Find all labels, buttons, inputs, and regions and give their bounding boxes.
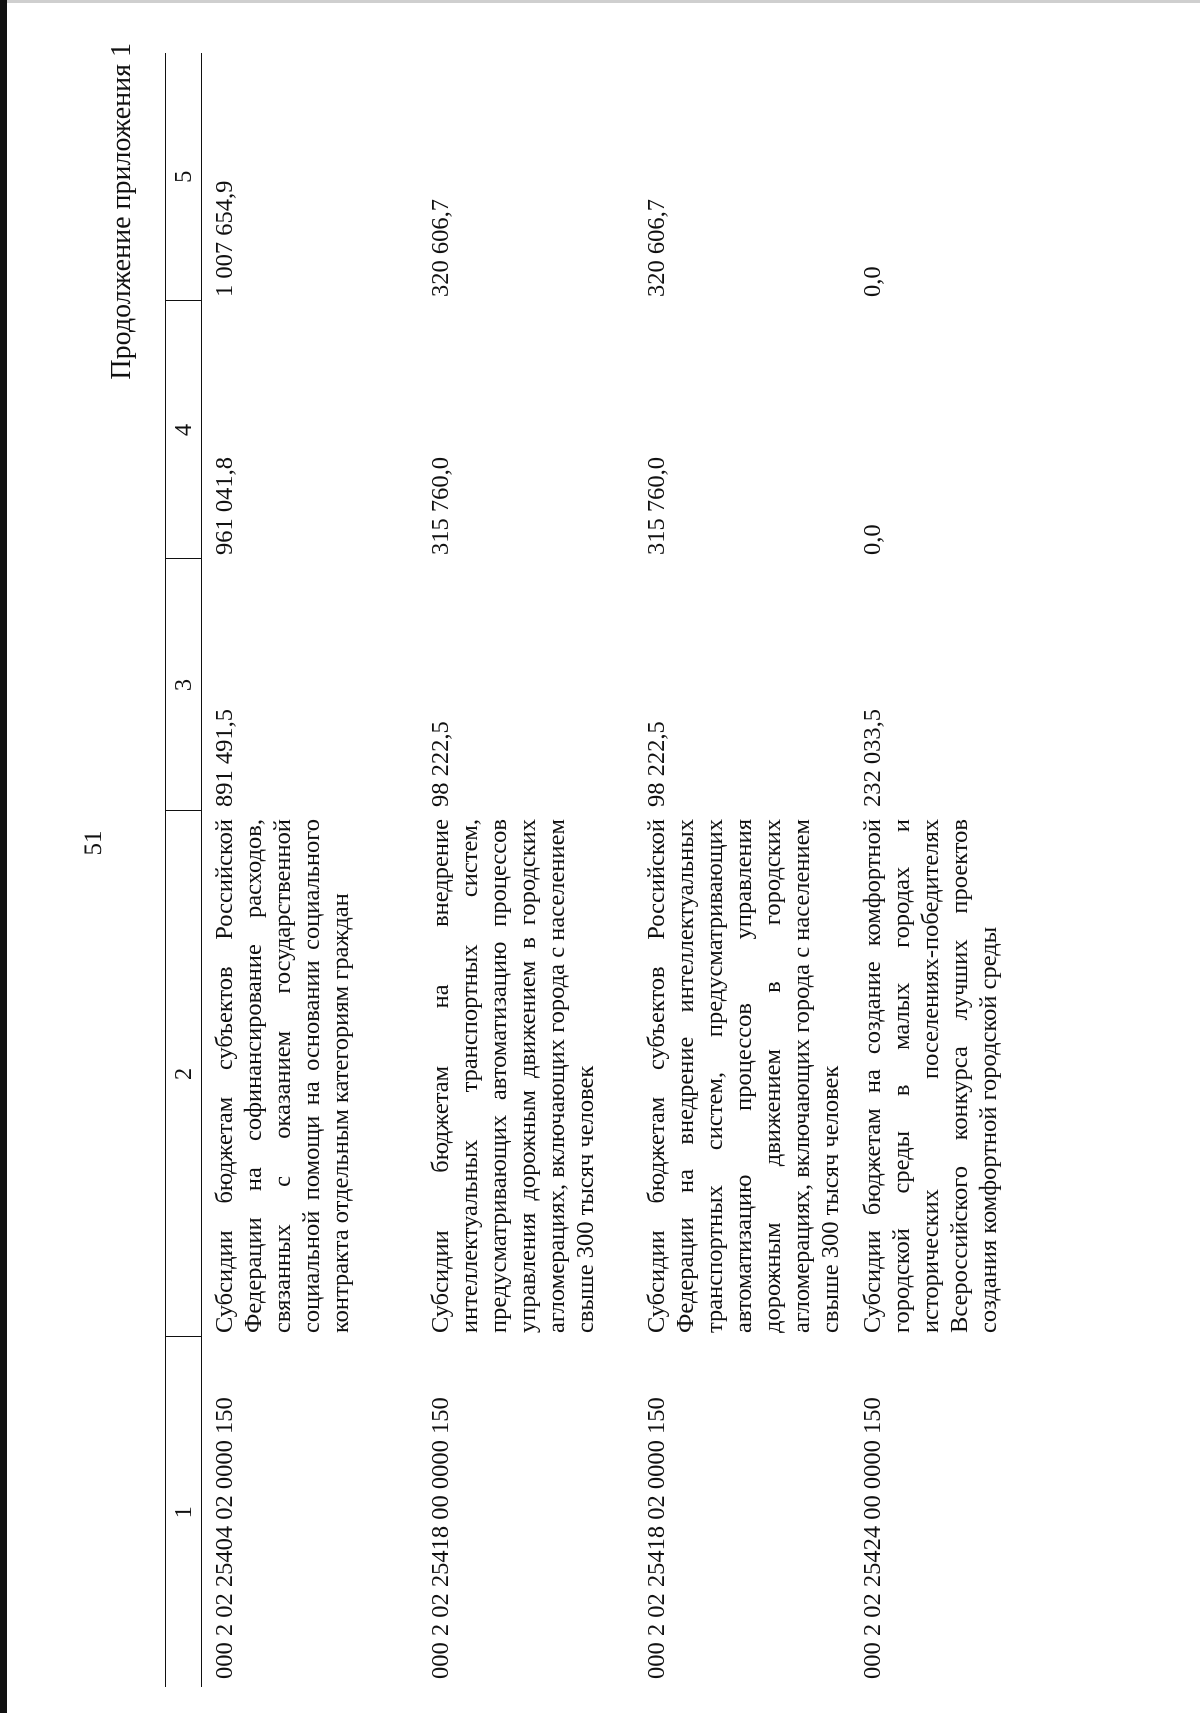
column-number-row (166, 53, 202, 1687)
amount-col5: 1 007 654,9 (211, 180, 238, 297)
amount-col3: 891 491,5 (211, 709, 238, 807)
table-row (420, 53, 636, 1687)
subsidy-description: Субсидии бюджетам на создание комфортной городской среды в малых городах и исторических поселениях-победителях Всероссийского конкурса лучших проектов создания комфортной городской среды (859, 819, 1002, 1333)
budget-code: 000 2 02 25418 02 0000 150 (643, 1397, 670, 1679)
amount-col4: 315 760,0 (427, 457, 454, 555)
table-row (202, 53, 421, 1687)
subsidy-description: Субсидии бюджетам на внедрение интеллектуальных транспортных систем, предусматривающих автоматизацию процессов управления дорожным движением в городских агломерациях, включающих города с населением свыше 300 тысяч человек (427, 819, 599, 1333)
amount-col5: 320 606,7 (427, 199, 454, 297)
continuation-label: Продолжение приложения 1 (106, 43, 137, 380)
budget-code: 000 2 02 25424 00 0000 150 (859, 1397, 886, 1679)
subsidy-description: Субсидии бюджетам субъектов Российской Федерации на внедрение интеллектуальных транспортных систем, предусматривающих автоматизацию процессов управления дорожным движением в городских агломерациях, включающих города с населением свыше 300 тысяч человек (643, 819, 844, 1333)
budget-code: 000 2 02 25404 02 0000 150 (211, 1397, 238, 1679)
column-header-5: 5 (166, 53, 202, 301)
table-row (852, 53, 1068, 1687)
amount-col4: 315 760,0 (643, 457, 670, 555)
column-header-2: 2 (166, 811, 202, 1337)
amount-col3: 98 222,5 (643, 721, 670, 807)
budget-table (165, 53, 1068, 1687)
column-header-4: 4 (166, 301, 202, 559)
column-header-1: 1 (166, 1337, 202, 1687)
amount-col4: 0,0 (859, 524, 886, 555)
table-row (636, 53, 852, 1687)
amount-col5: 320 606,7 (643, 199, 670, 297)
amount-col3: 98 222,5 (427, 721, 454, 807)
subsidy-description: Субсидии бюджетам субъектов Российской Федерации на софинансирование расходов, связанных с оказанием государственной социальной помощи на основании социального контракта отдельным категориям граждан (211, 819, 354, 1333)
budget-code: 000 2 02 25418 00 0000 150 (427, 1397, 454, 1679)
column-header-3: 3 (166, 559, 202, 811)
amount-col4: 961 041,8 (211, 457, 238, 555)
amount-col3: 232 033,5 (859, 709, 886, 807)
amount-col5: 0,0 (859, 266, 886, 297)
page-number: 51 (80, 830, 107, 856)
